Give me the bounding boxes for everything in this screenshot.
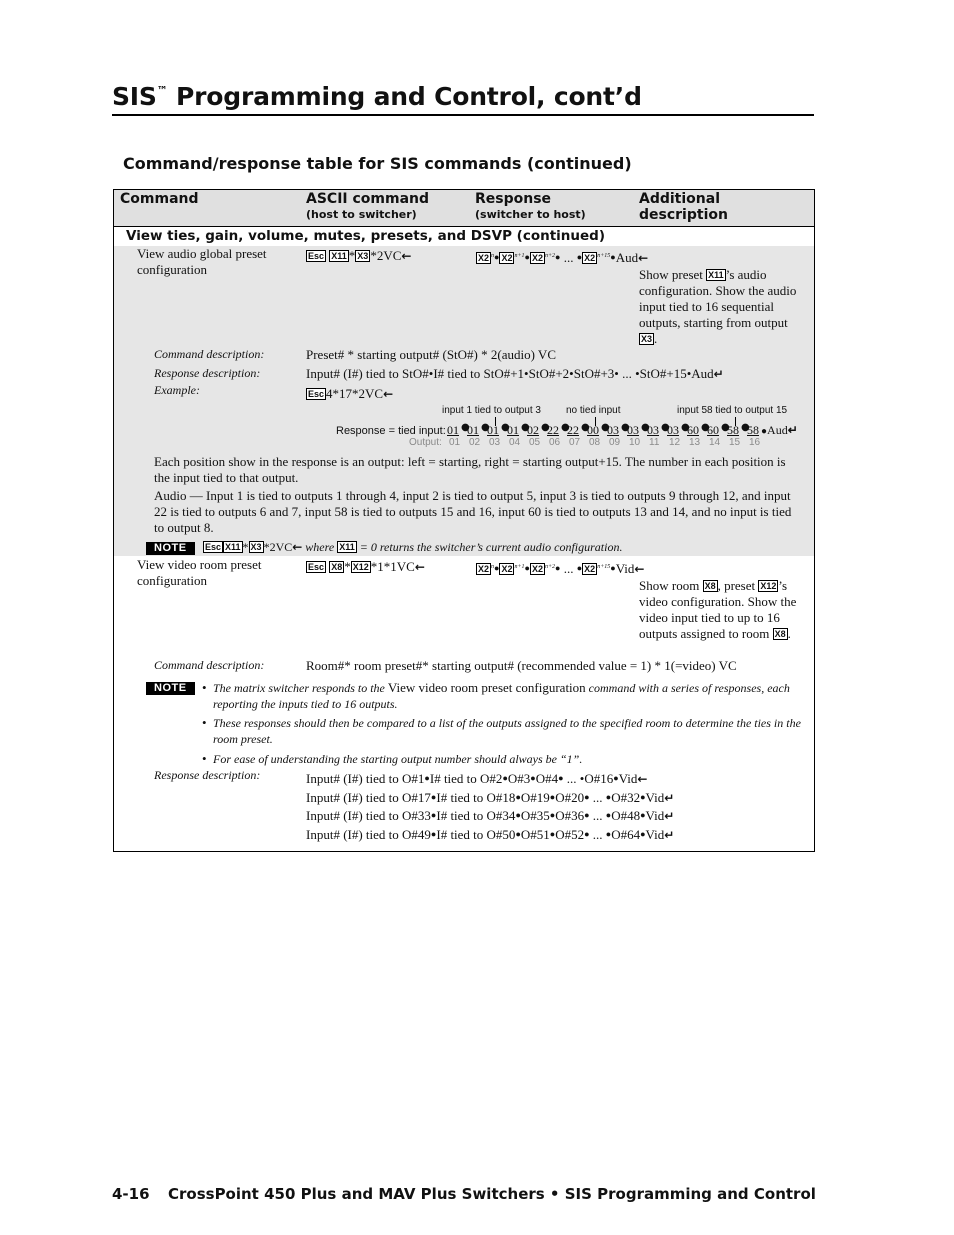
tied-input-value: 60 [687, 423, 699, 437]
separator-dot: ● [561, 422, 570, 433]
output-sequence [447, 437, 777, 449]
tied-input-suffix: ●Aud↵ [761, 423, 798, 437]
annotation-input1: input 1 tied to output 3 [442, 405, 541, 416]
audio-additional-description: Show preset X11 ’s audio configuration. Show the audio input tied to 16 sequential outputs, starting from output X3 . [639, 267, 797, 346]
return-arrow-icon: ← [401, 249, 412, 263]
return-arrow-icon: ↵ [664, 809, 675, 823]
return-arrow-icon: ↵ [713, 367, 724, 381]
subsection-heading: View ties, gain, volume, mutes, presets, and DSVP (continued) [126, 228, 606, 244]
video-note-bullet-3: For ease of understanding the starting output number should always be “1”. [213, 752, 583, 766]
output-number: 03 [489, 437, 501, 448]
example-label: Example: [154, 383, 200, 397]
output-number: 02 [469, 437, 481, 448]
header-ascii: ASCII command [306, 191, 430, 207]
tied-input-value: 03 [607, 423, 619, 437]
resp-desc-label: Response description: [154, 768, 261, 782]
separator-dot: ● [521, 422, 530, 433]
separator-dot: ● [541, 422, 550, 433]
return-arrow-icon: ← [414, 560, 425, 574]
return-arrow-icon: ← [637, 772, 648, 786]
separator-dot: ● [461, 422, 470, 433]
esc-key: Esc [308, 251, 325, 261]
header-response: Response [475, 191, 552, 207]
separator-dot: ● [661, 422, 670, 433]
header-ascii-sub: (host to switcher) [306, 208, 417, 221]
output-number: 01 [449, 437, 461, 448]
response-tied-label: Response = tied input: [336, 425, 446, 437]
tied-input-value: 01 [467, 423, 479, 437]
video-resp-line-4: Input# (I#) tied to O#49●I# tied to O#50●O#51●O#52● ... ●O#64●Vid↵ [306, 827, 675, 842]
note-badge: NOTE [146, 542, 195, 555]
audio-response: X2 $^n$● X2 $^{n+1}$● X2 $^{n+2}$● ... ● X2 $^{n+15}$●Aud← [478, 250, 649, 265]
x3-key: X3 [357, 251, 369, 261]
cmd-desc-label: Command description: [154, 658, 265, 672]
section-heading: Command/response table for SIS commands (continued) [123, 154, 632, 173]
separator-dot: ● [621, 422, 630, 433]
audio-explanation-2: Audio — Input 1 is tied to outputs 1 through 4, input 2 is tied to output 5, input 3 is tied to outputs 9 through 12, and input 22 is tied to outputs 6 and 7, input 58 is tied to outputs 15 and 16, input 60 is tied to outputs 13 and 14, and no input is tied to output 8. [154, 488, 792, 535]
audio-ascii-command: Esc X11 * X3 *2VC← [308, 248, 412, 263]
audio-command-name: View audio global preset configuration [137, 246, 267, 277]
video-response: X2 $^n$● X2 $^{n+1}$● X2 $^{n+2}$● ... ● X2 $^{n+15}$●Vid← [478, 561, 645, 576]
separator-dot: ● [721, 422, 730, 433]
return-arrow-icon: ← [292, 540, 303, 554]
annotation-input58: input 58 tied to output 15 [677, 405, 788, 416]
return-arrow-icon: ← [634, 562, 645, 576]
return-arrow-icon: ← [638, 251, 649, 265]
video-resp-line-2: Input# (I#) tied to O#17●I# tied to O#18●O#19●O#20● ... ●O#32●Vid↵ [306, 790, 675, 805]
tied-input-value: 03 [627, 423, 639, 437]
header-command: Command [120, 191, 199, 207]
video-ascii-command: Esc X8 * X12 *1*1VC← [308, 559, 425, 574]
note-bullet: • [202, 715, 207, 730]
header-additional-2: description [639, 207, 728, 223]
separator-dot: ● [701, 422, 710, 433]
cmd-desc-label: Command description: [154, 347, 265, 361]
tied-input-value: 22 [567, 423, 579, 437]
tied-input-value: 03 [647, 423, 659, 437]
separator-dot: ● [681, 422, 690, 433]
output-number: 16 [749, 437, 761, 448]
video-resp-line-3: Input# (I#) tied to O#33●I# tied to O#34●O#35●O#36● ... ●O#48●Vid↵ [306, 808, 675, 823]
output-number: 06 [549, 437, 561, 448]
page-title: SIS™ Programming and Control, cont’d [112, 82, 642, 111]
output-number: 05 [529, 437, 541, 448]
output-label: Output: [409, 437, 442, 448]
note-badge: NOTE [146, 682, 195, 695]
title-rule [112, 114, 814, 116]
separator-dot: ● [481, 422, 490, 433]
separator-dot: ● [581, 422, 590, 433]
header-response-sub: (switcher to host) [475, 208, 586, 221]
annotation-no-tied: no tied input [566, 405, 621, 416]
separator-dot: ● [501, 422, 510, 433]
tied-input-value: 01 [447, 423, 459, 437]
audio-resp-desc: Input# (I#) tied to StO#•I# tied to StO#+1•StO#+2•StO#+3• ... •StO#+15•Aud↵ [306, 366, 724, 381]
audio-example-command: Esc 4*17*2VC← [308, 386, 394, 401]
video-cmd-desc: Room#* room preset#* starting output# (recommended value = 1) * 1(=video) VC [306, 658, 737, 673]
x11-key: X11 [331, 251, 347, 261]
tied-input-value: 01 [487, 423, 499, 437]
output-number: 09 [609, 437, 621, 448]
audio-explanation-1: Each position show in the response is an output: left = starting, right = starting output+15. The number in each position is the input tied to that output. [154, 454, 786, 485]
output-number: 11 [649, 437, 660, 448]
footer-page-number: 4-16 [112, 1185, 150, 1203]
tied-input-value: 58 [747, 423, 759, 437]
tied-input-value: 03 [667, 423, 679, 437]
video-note-bullet-1: The matrix switcher responds to the View video room preset configuration command with a series of responses, each reporting the inputs tied to 16 outputs. [213, 680, 790, 711]
tied-input-value: 22 [547, 423, 559, 437]
audio-note-text: Esc X11 * X3 *2VC← where X11 = 0 returns the switcher’s current audio configuration. [205, 540, 623, 554]
note-bullet: • [202, 751, 207, 766]
tied-input-value: 01 [507, 423, 519, 437]
output-number: 13 [689, 437, 701, 448]
video-additional-description: Show room X8 , preset X12 ’s video configuration. Show the video input tied to up to 16 outputs assigned to room X8 . [639, 578, 797, 641]
output-number: 15 [729, 437, 741, 448]
return-arrow-icon: ↵ [664, 791, 675, 805]
video-resp-line-1: Input# (I#) tied to O#1●I# tied to O#2●O#3●O#4● ... •O#16●Vid← [306, 771, 648, 786]
tied-input-sequence [447, 423, 817, 437]
tied-input-value: 00 [587, 423, 599, 437]
tied-input-value: 60 [707, 423, 719, 437]
header-additional: Additional [639, 191, 720, 207]
separator-dot: ● [741, 422, 750, 433]
video-command-name: View video room preset configuration [137, 557, 262, 588]
note-bullet: • [202, 680, 207, 695]
video-note-bullet-2: These responses should then be compared to a list of the outputs assigned to the specified room to determine the ties in the room preset. [213, 716, 801, 746]
audio-cmd-desc: Preset# * starting output# (StO#) * 2(audio) VC [306, 347, 556, 362]
return-arrow-icon: ← [383, 387, 394, 401]
tied-input-value: 02 [527, 423, 539, 437]
return-arrow-icon: ↵ [664, 828, 675, 842]
output-number: 04 [509, 437, 521, 448]
output-number: 10 [629, 437, 641, 448]
separator-dot: ● [601, 422, 610, 433]
tied-input-value: 58 [727, 423, 739, 437]
output-number: 14 [709, 437, 721, 448]
separator-dot: ● [641, 422, 650, 433]
output-number: 12 [669, 437, 681, 448]
resp-desc-label: Response description: [154, 366, 261, 380]
output-number: 07 [569, 437, 581, 448]
output-number: 08 [589, 437, 601, 448]
footer-text: CrossPoint 450 Plus and MAV Plus Switchers • SIS Programming and Control [168, 1185, 816, 1203]
table-header-row [114, 190, 814, 227]
